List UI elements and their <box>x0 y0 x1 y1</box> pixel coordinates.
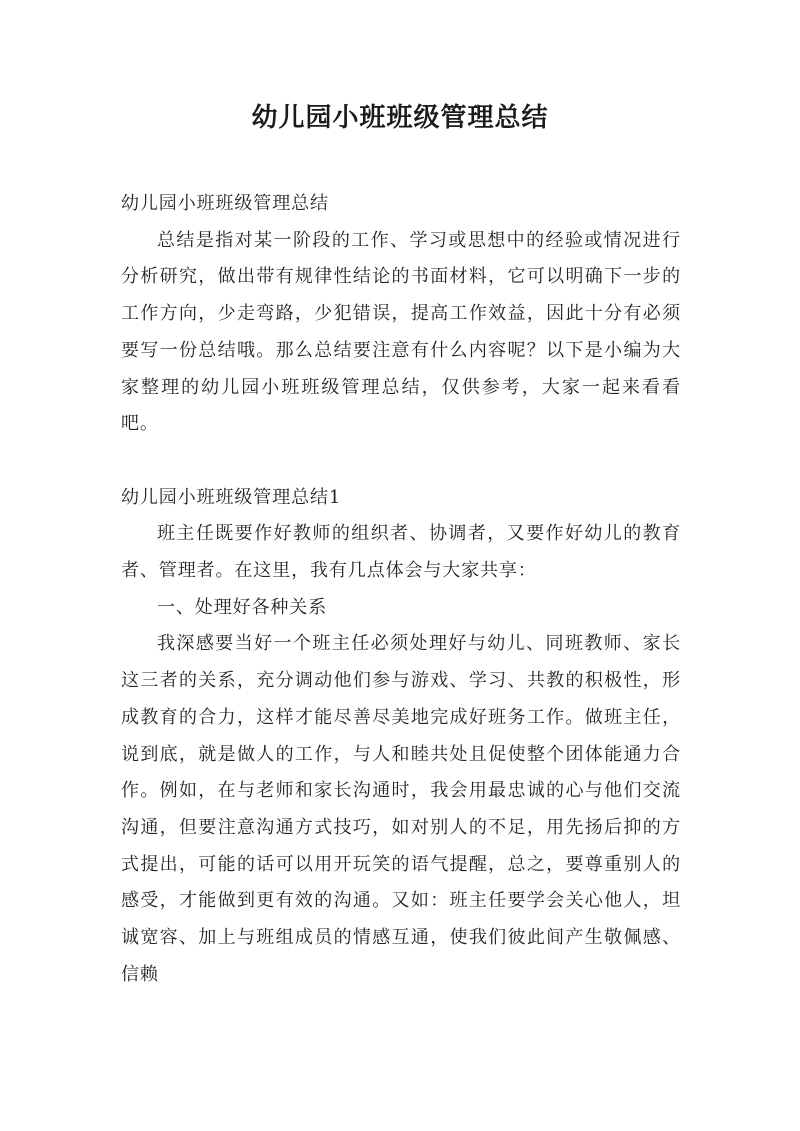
intro-paragraph: 总结是指对某一阶段的工作、学习或思想中的经验或情况进行分析研究，做出带有规律性结论的书面材料，它可以明确下一步的工作方向，少走弯路，少犯错误，提高工作效益，因此十分有必须要写一份总结哦。那么总结要注意有什么内容呢？以下是小编为大家整理的幼儿园小班班级管理总结，仅供参考，大家一起来看看吧。 <box>121 229 681 435</box>
section1-paragraph-1: 班主任既要作好教师的组织者、协调者，又要作好幼儿的教育者、管理者。在这里，我有几点体会与大家共享： <box>121 523 681 582</box>
section1-subheading-1: 一、处理好各种关系 <box>157 596 328 618</box>
paragraph-gap <box>121 443 681 480</box>
document-body <box>121 186 681 993</box>
document-title: 幼儿园小班班级管理总结 <box>251 103 549 133</box>
intro-heading: 幼儿园小班班级管理总结 <box>121 193 329 214</box>
section1-paragraph-2: 我深感要当好一个班主任必须处理好与幼儿、同班教师、家长这三者的关系，充分调动他们参与游戏、学习、共教的积极性，形成教育的合力，这样才能尽善尽美地完成好班务工作。做班主任，说到底，就是做人的工作，与人和睦共处且促使整个团体能通力合作。例如，在与老师和家长沟通时，我会用最忠诚的心与他们交流沟通，但要注意沟通方式技巧，如对别人的不足，用先扬后抑的方式提出，可能的话可以用开玩笑的语气提醒，总之，要尊重别人的感受，才能做到更有效的沟通。又如：班主任要学会关心他人，坦诚宽容、加上与班组成员的情感互通，使我们彼此间产生敬佩感、信赖 <box>121 633 681 985</box>
section1-heading: 幼儿园小班班级管理总结1 <box>121 486 342 508</box>
